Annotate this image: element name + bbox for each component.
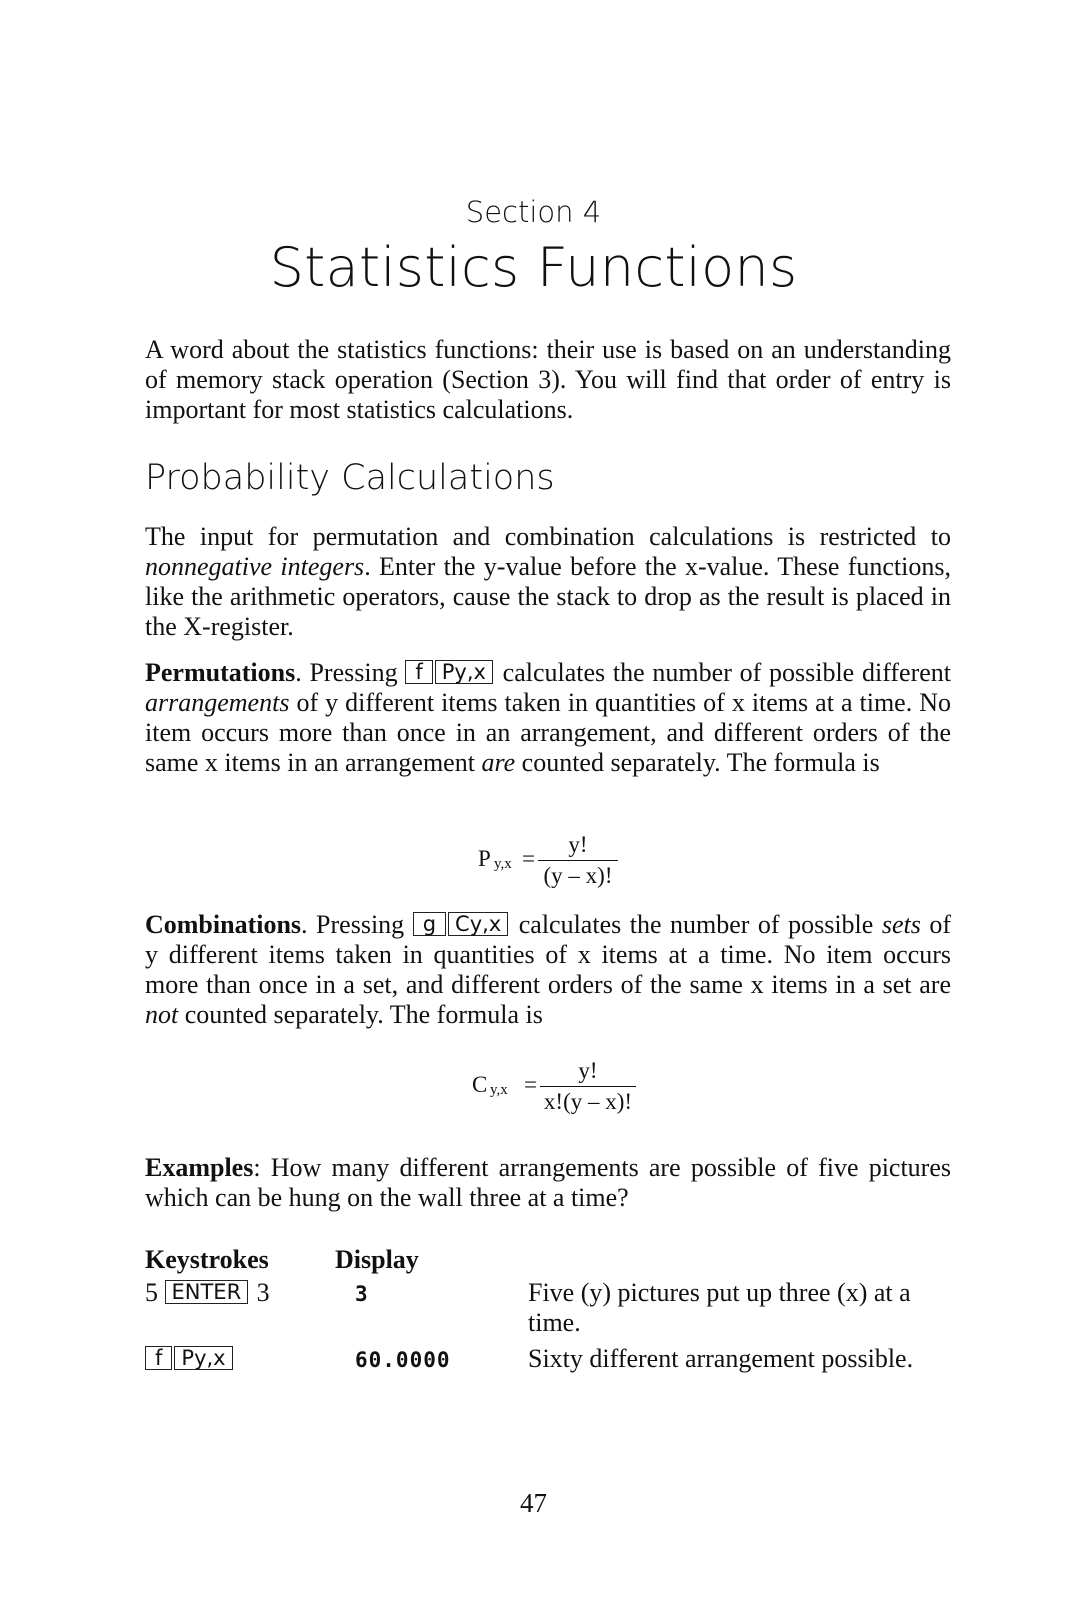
page-title: Statistics Functions — [269, 236, 798, 299]
note-cell: Sixty different arrangement possible. — [528, 1344, 914, 1373]
keystroke-table — [145, 1245, 928, 1375]
f-key: f — [405, 660, 432, 684]
keystroke-pre: 5 — [145, 1278, 165, 1307]
perm-formula-den: (y – x)! — [543, 863, 613, 888]
comb-text-em: sets — [881, 910, 921, 939]
display-value: 60.0000 — [355, 1348, 451, 1372]
keystroke-post: 3 — [250, 1278, 270, 1307]
table-row — [145, 1338, 928, 1375]
perm-text-a: calculates the number of possible different — [494, 658, 952, 687]
permutations-label: Permutations — [145, 658, 296, 687]
keystroke-table-header — [145, 1245, 928, 1278]
comb-text-b: of y different items taken in quantities of x items at a time. No item occurs more than once in a set, and different orders of the same x items in a set are — [145, 910, 951, 999]
f-key: f — [145, 1346, 172, 1370]
enter-key: ENTER — [165, 1280, 249, 1304]
comb-formula-lhs: C — [472, 1072, 488, 1097]
comb-text-em2: not — [145, 1000, 179, 1029]
section-label: Section 4 — [465, 195, 602, 229]
permutation-key: Py,x — [174, 1346, 232, 1370]
comb-formula-den: x!(y – x)! — [543, 1089, 633, 1114]
perm-text-em2: are — [481, 748, 516, 777]
examples-text: : How many different arrangements are possible of five pictures which can be hung on the wall three at a time? — [145, 1153, 951, 1212]
keystroke-cell — [145, 1278, 335, 1338]
display-cell — [335, 1338, 528, 1375]
display-cell — [335, 1278, 528, 1338]
perm-formula-sub: y,x — [494, 856, 512, 872]
perm-text-c: counted separately. The formula is — [515, 748, 880, 777]
comb-text-c: counted separately. The formula is — [178, 1000, 543, 1029]
table-row — [145, 1278, 928, 1338]
prob-text-em: nonnegative integers — [145, 552, 365, 581]
examples-label: Examples — [145, 1153, 254, 1182]
keystroke-cell — [145, 1338, 335, 1375]
permutations-paragraph — [145, 658, 951, 778]
header-keystrokes: Keystrokes — [145, 1245, 269, 1274]
header-display: Display — [335, 1245, 419, 1274]
combination-formula — [472, 1058, 647, 1118]
comb-text-a: calculates the number of possible — [510, 910, 882, 939]
note-cell: Five (y) pictures put up three (x) at a time. — [528, 1278, 911, 1337]
g-key: g — [413, 912, 446, 936]
perm-text-em: arrangements — [145, 688, 290, 717]
prob-text-b: . Enter the y-value before the x-value. These functions, like the arithmetic operators, cause the stack to drop as the result is placed in the X-register. — [145, 552, 951, 641]
permutation-formula — [478, 832, 628, 892]
probability-paragraph — [145, 522, 951, 642]
page-number: 47 — [520, 1488, 547, 1518]
perm-pressing: . Pressing — [295, 658, 406, 687]
comb-formula-num: y! — [540, 1058, 636, 1087]
perm-text-b: of y different items taken in quantities of x items at a time. No item occurs more than once in an arrangement, and different orders of the same x items in an arrangement — [145, 688, 951, 777]
comb-formula-eq: = — [524, 1072, 537, 1097]
perm-formula-eq: = — [522, 846, 535, 871]
combinations-label: Combinations — [145, 910, 302, 939]
perm-formula-lhs: P — [478, 846, 491, 871]
permutation-key: Py,x — [435, 660, 493, 684]
comb-formula-sub: y,x — [490, 1082, 508, 1098]
combinations-paragraph — [145, 910, 951, 1030]
display-value: 3 — [355, 1282, 369, 1306]
comb-pressing: . Pressing — [301, 910, 413, 939]
perm-formula-num: y! — [538, 832, 618, 861]
prob-text-a: The input for permutation and combination calculations is restricted to — [145, 522, 951, 551]
combination-key: Cy,x — [448, 912, 508, 936]
examples-paragraph — [145, 1153, 951, 1213]
probability-heading: Probability Calculations — [145, 458, 555, 498]
intro-paragraph: A word about the statistics functions: their use is based on an understanding of memory stack operation (Section 3). You will find that order of entry is important for most statistics calculations. — [145, 335, 951, 424]
